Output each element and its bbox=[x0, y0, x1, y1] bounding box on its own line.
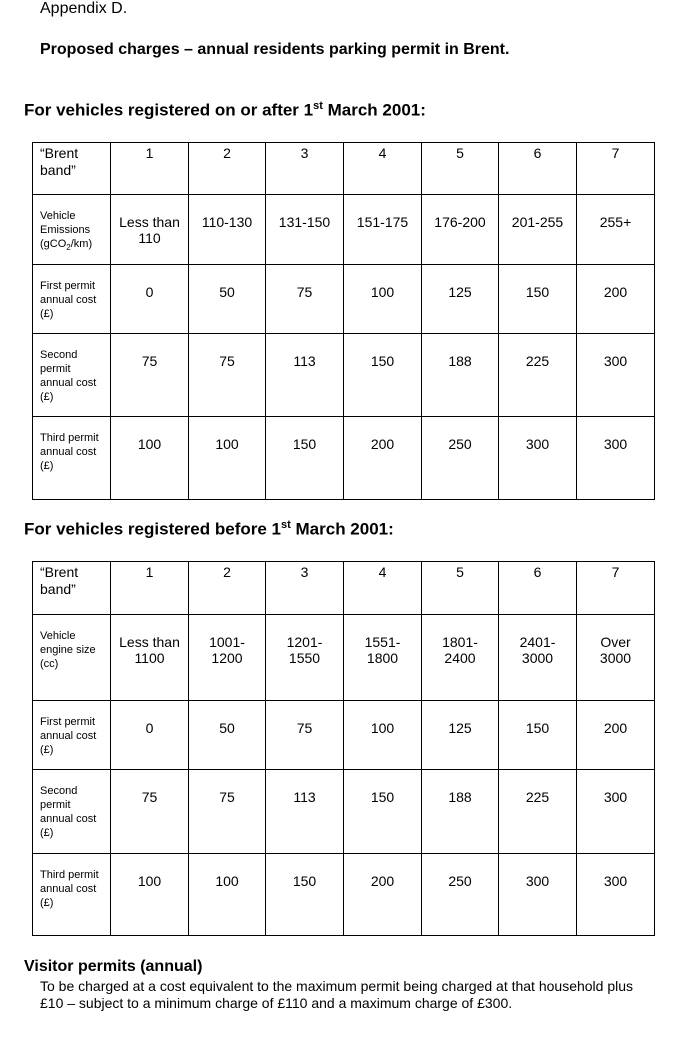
band-number: 7 bbox=[577, 143, 655, 195]
band-number: 3 bbox=[266, 562, 344, 615]
band-number: 7 bbox=[577, 562, 655, 615]
table-cell: 225 bbox=[499, 770, 577, 854]
table-cell: 125 bbox=[422, 701, 499, 770]
table-cell: 100 bbox=[189, 854, 266, 936]
table-cell: 110-130 bbox=[189, 195, 266, 265]
band-label: “Brent band” bbox=[33, 562, 111, 615]
table-cell: 150 bbox=[266, 854, 344, 936]
table-row bbox=[33, 562, 655, 615]
band-number: 2 bbox=[189, 143, 266, 195]
table-cell: 255+ bbox=[577, 195, 655, 265]
band-number: 6 bbox=[499, 143, 577, 195]
emissions-label-pre: Vehicle Emissions (gCO bbox=[40, 210, 91, 250]
table-cell: 50 bbox=[189, 701, 266, 770]
emissions-label-post: /km) bbox=[70, 238, 93, 250]
table-row bbox=[33, 195, 655, 265]
table-cell: 250 bbox=[422, 417, 499, 500]
table-row bbox=[33, 265, 655, 334]
table2-heading-sup: st bbox=[281, 519, 291, 531]
table-cell: 100 bbox=[344, 265, 422, 334]
table-cell: 300 bbox=[499, 417, 577, 500]
table-cell: 100 bbox=[111, 854, 189, 936]
table-cell: 113 bbox=[266, 334, 344, 417]
table-row bbox=[33, 770, 655, 854]
table-cell: 151-175 bbox=[344, 195, 422, 265]
table-cell: 75 bbox=[189, 334, 266, 417]
table-cell: 131-150 bbox=[266, 195, 344, 265]
table2 bbox=[32, 561, 655, 936]
table-row bbox=[33, 701, 655, 770]
table-cell: 176-200 bbox=[422, 195, 499, 265]
table-cell: 300 bbox=[577, 770, 655, 854]
table2-heading bbox=[24, 519, 394, 540]
band-number: 3 bbox=[266, 143, 344, 195]
table-cell: 1801-2400 bbox=[422, 615, 499, 701]
table1-heading-sup: st bbox=[313, 100, 323, 112]
band-number: 1 bbox=[111, 562, 189, 615]
table-cell: 200 bbox=[344, 417, 422, 500]
table-row bbox=[33, 143, 655, 195]
table1-heading-suffix: March 2001: bbox=[322, 100, 426, 120]
table-row bbox=[33, 615, 655, 701]
visitor-permits-text: To be charged at a cost equivalent to the maximum permit being charged at that household plus £10 – subject to a minimum charge of £110 and a maximum charge of £300. bbox=[40, 978, 634, 1011]
table-cell: 113 bbox=[266, 770, 344, 854]
table-cell: 1001-1200 bbox=[189, 615, 266, 701]
table-cell: 150 bbox=[499, 701, 577, 770]
emissions-label-sub: 2 bbox=[66, 243, 71, 253]
table-row bbox=[33, 854, 655, 936]
table-cell: 75 bbox=[189, 770, 266, 854]
table-cell: 2401-3000 bbox=[499, 615, 577, 701]
row-label bbox=[33, 195, 111, 265]
table-cell: 75 bbox=[266, 265, 344, 334]
table-cell: 75 bbox=[111, 334, 189, 417]
table-cell: 200 bbox=[577, 265, 655, 334]
table-cell: 100 bbox=[111, 417, 189, 500]
visitor-permits-title: Visitor permits (annual) bbox=[24, 958, 203, 975]
row-label: First permit annual cost (£) bbox=[33, 265, 111, 334]
table-cell: 1551-1800 bbox=[344, 615, 422, 701]
table-cell: 200 bbox=[344, 854, 422, 936]
row-label: Third permit annual cost (£) bbox=[33, 417, 111, 500]
row-label: Third permit annual cost (£) bbox=[33, 854, 111, 936]
appendix-label: Appendix D. bbox=[40, 0, 128, 17]
table-cell: 50 bbox=[189, 265, 266, 334]
document-title: Proposed charges – annual residents parking permit in Brent. bbox=[40, 41, 510, 58]
table-row bbox=[33, 334, 655, 417]
band-number: 5 bbox=[422, 562, 499, 615]
table-cell: 150 bbox=[344, 770, 422, 854]
table-cell: 300 bbox=[577, 334, 655, 417]
table2-heading-suffix: March 2001: bbox=[290, 519, 394, 539]
row-label: Second permit annual cost (£) bbox=[33, 334, 111, 417]
table1 bbox=[32, 142, 655, 500]
band-number: 2 bbox=[189, 562, 266, 615]
table-row bbox=[33, 417, 655, 500]
band-label: “Brent band” bbox=[33, 143, 111, 195]
band-number: 4 bbox=[344, 562, 422, 615]
table-cell: 188 bbox=[422, 770, 499, 854]
table-cell: Less than 110 bbox=[111, 195, 189, 265]
table-cell: 188 bbox=[422, 334, 499, 417]
band-number: 4 bbox=[344, 143, 422, 195]
row-label: Vehicle engine size (cc) bbox=[33, 615, 111, 701]
band-number: 5 bbox=[422, 143, 499, 195]
table-cell: 300 bbox=[499, 854, 577, 936]
band-number: 1 bbox=[111, 143, 189, 195]
table1-heading bbox=[24, 100, 426, 121]
table-cell: 0 bbox=[111, 701, 189, 770]
table-cell: 0 bbox=[111, 265, 189, 334]
table-cell: 300 bbox=[577, 417, 655, 500]
table-cell: 100 bbox=[344, 701, 422, 770]
table-cell: 225 bbox=[499, 334, 577, 417]
table-cell: 250 bbox=[422, 854, 499, 936]
table-cell: Less than 1100 bbox=[111, 615, 189, 701]
table-cell: 300 bbox=[577, 854, 655, 936]
table1-heading-text: For vehicles registered on or after 1 bbox=[24, 100, 314, 120]
table2-heading-text: For vehicles registered before 1 bbox=[24, 519, 281, 539]
table-cell: 150 bbox=[499, 265, 577, 334]
table-cell: 201-255 bbox=[499, 195, 577, 265]
table-cell: 75 bbox=[111, 770, 189, 854]
table-cell: 150 bbox=[266, 417, 344, 500]
table-cell: 1201-1550 bbox=[266, 615, 344, 701]
band-number: 6 bbox=[499, 562, 577, 615]
row-label: First permit annual cost (£) bbox=[33, 701, 111, 770]
row-label: Second permit annual cost (£) bbox=[33, 770, 111, 854]
table-cell: 125 bbox=[422, 265, 499, 334]
table-cell: 75 bbox=[266, 701, 344, 770]
table-cell: 150 bbox=[344, 334, 422, 417]
table-cell: 200 bbox=[577, 701, 655, 770]
table-cell: 100 bbox=[189, 417, 266, 500]
table-cell: Over 3000 bbox=[577, 615, 655, 701]
